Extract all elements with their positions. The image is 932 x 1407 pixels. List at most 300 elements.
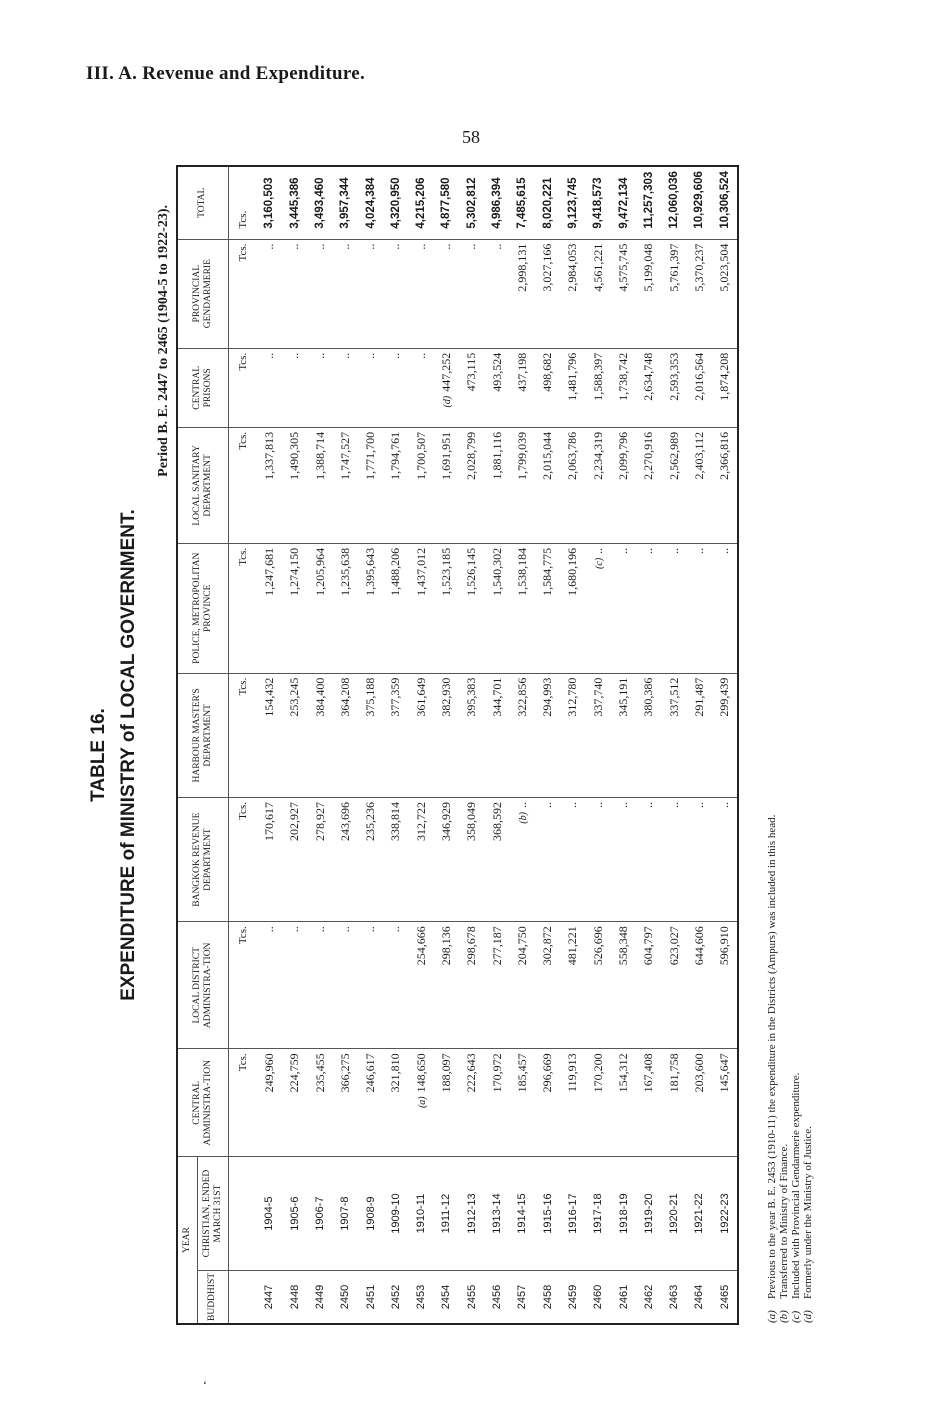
cell-value: 1918-19 [617, 1193, 630, 1234]
cell-local-district [712, 922, 738, 1049]
table-row [662, 166, 687, 1324]
cell-value: 604,797 [641, 926, 656, 966]
table-row [560, 166, 585, 1324]
cell-total [636, 166, 661, 239]
cell-value: 2455 [465, 1284, 478, 1310]
cell-local-district [510, 922, 535, 1049]
footnote [778, 173, 790, 1323]
cell-harbour-master [712, 673, 738, 797]
cell-total [586, 166, 611, 239]
header-local-district: LOCAL DISTRICT ADMINISTRA-TION [177, 922, 228, 1049]
cell-bangkok-revenue [409, 798, 434, 922]
cell-local-district [307, 922, 332, 1049]
cell-value: 1,481,796 [565, 352, 580, 401]
cell-value: 4,320,950 [389, 177, 402, 229]
cell-value: 222,643 [464, 1053, 479, 1093]
cell-value: 2,270,916 [641, 431, 656, 480]
cell-value: 1,488,206 [388, 547, 403, 596]
cell-value: .. [666, 547, 681, 554]
cell-be [535, 1270, 560, 1324]
cell-value: 1909-10 [389, 1193, 402, 1234]
cell-bangkok-revenue [560, 798, 585, 922]
cell-local-sanitary [586, 427, 611, 543]
cell-police-metro [409, 543, 434, 673]
cell-value: 291,487 [691, 677, 706, 717]
cell-be [484, 1270, 509, 1324]
cell-value: 294,993 [540, 677, 555, 717]
cell-ce [383, 1157, 408, 1271]
cell-value: 246,617 [363, 1053, 378, 1093]
cell-ce [662, 1157, 687, 1271]
cell-value: 9,123,745 [566, 177, 579, 229]
cell-local-district [535, 922, 560, 1049]
cell-central-prisons [662, 348, 687, 427]
cell-be [662, 1270, 687, 1324]
cell-value: .. [312, 243, 327, 250]
table-row [409, 166, 434, 1324]
cell-value: 1914-15 [516, 1193, 529, 1234]
table-row [282, 166, 307, 1324]
cell-be [257, 1270, 282, 1324]
cell-value: 380,386 [641, 677, 656, 717]
cell-be [586, 1270, 611, 1324]
cell-value: .. [616, 802, 631, 809]
cell-value: 4,575,745 [616, 243, 631, 292]
cell-central-prisons [484, 348, 509, 427]
cell-value: 1,490,305 [287, 431, 302, 480]
cell-value: 170,617 [261, 802, 276, 842]
cell-local-sanitary [307, 427, 332, 543]
footnote-text: Formerly under the Ministry of Justice. [802, 1126, 814, 1299]
cell-central-prisons [383, 348, 408, 427]
header-central-prisons: CENTRAL PRISONS [177, 348, 228, 427]
cell-value: 1913-14 [491, 1193, 504, 1234]
cell-central-admin [636, 1049, 661, 1157]
cell-value: 185,457 [514, 1053, 529, 1093]
cell-value: 1904-5 [263, 1196, 276, 1231]
cell-value: 188,097 [438, 1053, 453, 1093]
cell-value: 249,960 [261, 1053, 276, 1093]
cell-central-prisons [712, 348, 738, 427]
cell-value: .. [464, 243, 479, 250]
cell-harbour-master [257, 673, 282, 797]
cell-central-admin [484, 1049, 509, 1157]
cell-value: 1,538,184 [514, 547, 529, 596]
cell-value: .. [590, 547, 605, 554]
cell-value: 337,512 [666, 677, 681, 717]
cell-police-metro [712, 543, 738, 673]
table-row [484, 166, 509, 1324]
cell-ce [333, 1157, 358, 1271]
cell-central-admin [459, 1049, 484, 1157]
cell-bangkok-revenue [484, 798, 509, 922]
units-row [228, 166, 257, 1324]
header-harbour-master: HARBOUR MASTER'S DEPARTMENT [177, 673, 228, 797]
cell-value: 346,929 [438, 802, 453, 842]
cell-bangkok-revenue [586, 798, 611, 922]
cell-value: 3,445,386 [288, 177, 301, 229]
cell-local-district [560, 922, 585, 1049]
expenditure-table [176, 165, 739, 1325]
cell-value: 5,199,048 [641, 243, 656, 292]
cell-local-sanitary [560, 427, 585, 543]
cell-be [333, 1270, 358, 1324]
cell-value: 361,649 [413, 677, 428, 717]
cell-local-district [662, 922, 687, 1049]
cell-ce [459, 1157, 484, 1271]
cell-value: 2,234,319 [590, 431, 605, 480]
units-cell: Tcs. [228, 166, 257, 239]
footnote-text: Previous to the year B. E. 2453 (1910-11) the expenditure in the Districts (Ampurs) was included in this head. [766, 814, 778, 1299]
cell-bangkok-revenue [257, 798, 282, 922]
cell-value: .. [565, 802, 580, 809]
cell-police-metro [282, 543, 307, 673]
cell-ce [636, 1157, 661, 1271]
footnote-marker: (d) [441, 395, 453, 408]
cell-value: 321,810 [388, 1053, 403, 1093]
cell-value: .. [514, 802, 529, 809]
cell-local-district [459, 922, 484, 1049]
cell-value: 312,780 [565, 677, 580, 717]
cell-value: 1921-22 [693, 1193, 706, 1234]
units-cell: Tcs. [228, 798, 257, 922]
cell-central-prisons [282, 348, 307, 427]
footnote [766, 173, 778, 1323]
cell-total [307, 166, 332, 239]
cell-local-district [611, 922, 636, 1049]
cell-central-admin [257, 1049, 282, 1157]
cell-bangkok-revenue [687, 798, 712, 922]
table-row [510, 166, 535, 1324]
cell-value: 1,388,714 [312, 431, 327, 480]
cell-harbour-master [687, 673, 712, 797]
cell-value: 1907-8 [339, 1196, 352, 1231]
table-row [307, 166, 332, 1324]
cell-be [560, 1270, 585, 1324]
cell-total [358, 166, 383, 239]
cell-value: 5,023,504 [717, 243, 732, 292]
cell-value: 2452 [389, 1284, 402, 1310]
cell-value: 2,015,044 [540, 431, 555, 480]
cell-value: 2456 [491, 1284, 504, 1310]
cell-provincial-gendarmerie [662, 239, 687, 348]
cell-value: 2459 [566, 1284, 579, 1310]
cell-value: 1,205,964 [312, 547, 327, 596]
cell-police-metro [510, 543, 535, 673]
cell-local-sanitary [535, 427, 560, 543]
cell-central-prisons [333, 348, 358, 427]
cell-local-sanitary [611, 427, 636, 543]
footnote-marker: (b) [517, 812, 529, 824]
cell-ce [586, 1157, 611, 1271]
cell-central-admin [358, 1049, 383, 1157]
cell-local-district [383, 922, 408, 1049]
cell-local-district [409, 922, 434, 1049]
section-title: III. A. Revenue and Expenditure. [86, 63, 365, 84]
cell-local-sanitary [712, 427, 738, 543]
cell-value: 254,666 [413, 926, 428, 966]
cell-be [307, 1270, 332, 1324]
cell-value: .. [641, 547, 656, 554]
cell-value: 1,437,012 [413, 547, 428, 596]
cell-value: .. [438, 243, 453, 250]
cell-value: 1,700,507 [413, 431, 428, 480]
cell-harbour-master [307, 673, 332, 797]
cell-value: 12,060,036 [668, 171, 681, 229]
cell-bangkok-revenue [636, 798, 661, 922]
cell-value: 2447 [263, 1284, 276, 1310]
cell-value: 2,016,564 [691, 352, 706, 401]
cell-bangkok-revenue [383, 798, 408, 922]
cell-ce [510, 1157, 535, 1271]
footnote [802, 173, 814, 1323]
cell-value: 11,257,303 [642, 171, 655, 229]
cell-value: .. [413, 243, 428, 250]
table-row [687, 166, 712, 1324]
cell-be [459, 1270, 484, 1324]
cell-bangkok-revenue [434, 798, 459, 922]
cell-value: 312,722 [413, 802, 428, 842]
cell-ce [358, 1157, 383, 1271]
cell-value: 5,302,812 [465, 177, 478, 229]
footnote [790, 173, 802, 1323]
cell-value: 278,927 [312, 802, 327, 842]
footnote-mark: (d) [802, 1310, 814, 1323]
cell-value: 481,221 [565, 926, 580, 966]
cell-provincial-gendarmerie [510, 239, 535, 348]
cell-value: .. [363, 243, 378, 250]
header-police-metro: POLICE, METROPOLITAN PROVINCE [177, 543, 228, 673]
cell-central-admin [662, 1049, 687, 1157]
cell-value: 1912-13 [465, 1193, 478, 1234]
cell-total [662, 166, 687, 239]
cell-be [712, 1270, 738, 1324]
cell-police-metro [560, 543, 585, 673]
cell-local-district [687, 922, 712, 1049]
header-row-group [177, 166, 197, 1324]
cell-local-sanitary [333, 427, 358, 543]
cell-bangkok-revenue [307, 798, 332, 922]
cell-value: 235,236 [363, 802, 378, 842]
cell-value: .. [287, 926, 302, 933]
cell-value: .. [287, 243, 302, 250]
cell-local-district [434, 922, 459, 1049]
cell-local-sanitary [358, 427, 383, 543]
cell-provincial-gendarmerie [257, 239, 282, 348]
cell-local-district [358, 922, 383, 1049]
cell-bangkok-revenue [459, 798, 484, 922]
cell-value: .. [261, 352, 276, 359]
table-row [535, 166, 560, 1324]
cell-central-admin [282, 1049, 307, 1157]
cell-central-prisons [459, 348, 484, 427]
cell-value: .. [616, 547, 631, 554]
cell-value: 1,337,813 [261, 431, 276, 480]
cell-be [611, 1270, 636, 1324]
units-cell: Tcs. [228, 673, 257, 797]
cell-ce [257, 1157, 282, 1271]
cell-value: .. [413, 352, 428, 359]
cell-value: 2,063,786 [565, 431, 580, 480]
cell-value: 1,588,397 [590, 352, 605, 401]
cell-value: 1,235,638 [337, 547, 352, 596]
cell-value: 10,929,606 [693, 171, 706, 229]
cell-value: .. [691, 547, 706, 554]
cell-provincial-gendarmerie [586, 239, 611, 348]
cell-bangkok-revenue [358, 798, 383, 922]
cell-bangkok-revenue [333, 798, 358, 922]
cell-total [434, 166, 459, 239]
cell-value: 277,187 [489, 926, 504, 966]
cell-value: 4,561,221 [590, 243, 605, 292]
cell-central-admin [434, 1049, 459, 1157]
cell-value: 243,696 [337, 802, 352, 842]
cell-value: .. [388, 243, 403, 250]
cell-value: .. [312, 352, 327, 359]
cell-total [333, 166, 358, 239]
cell-local-district [636, 922, 661, 1049]
footnote-text: Transferred to Ministry of Finance. [778, 1143, 790, 1299]
cell-police-metro [662, 543, 687, 673]
cell-ce [611, 1157, 636, 1271]
cell-central-admin [383, 1049, 408, 1157]
header-total: TOTAL [177, 166, 228, 239]
cell-local-sanitary [383, 427, 408, 543]
cell-harbour-master [636, 673, 661, 797]
cell-value: 1,747,527 [337, 431, 352, 480]
cell-total [459, 166, 484, 239]
cell-local-sanitary [662, 427, 687, 543]
cell-provincial-gendarmerie [358, 239, 383, 348]
cell-value: 2453 [415, 1284, 428, 1310]
cell-total [687, 166, 712, 239]
cell-central-prisons [560, 348, 585, 427]
cell-police-metro [307, 543, 332, 673]
cell-provincial-gendarmerie [434, 239, 459, 348]
cell-value: 299,439 [717, 677, 732, 717]
page-number: 58 [462, 127, 480, 147]
cell-value: 1908-9 [364, 1196, 377, 1231]
cell-ce [712, 1157, 738, 1271]
cell-value: 1910-11 [415, 1193, 428, 1234]
cell-be [434, 1270, 459, 1324]
cell-be [409, 1270, 434, 1324]
cell-bangkok-revenue [712, 798, 738, 922]
cell-value: 302,872 [540, 926, 555, 966]
cell-harbour-master [662, 673, 687, 797]
cell-total [510, 166, 535, 239]
cell-value: .. [489, 243, 504, 250]
cell-central-admin [510, 1049, 535, 1157]
footnote-mark: (c) [790, 1310, 802, 1323]
table-row [459, 166, 484, 1324]
cell-police-metro [636, 543, 661, 673]
cell-value: 145,647 [717, 1053, 732, 1093]
cell-harbour-master [510, 673, 535, 797]
cell-provincial-gendarmerie [484, 239, 509, 348]
cell-provincial-gendarmerie [333, 239, 358, 348]
cell-ce [687, 1157, 712, 1271]
cell-value: 447,252 [438, 352, 453, 392]
cell-value: .. [540, 802, 555, 809]
table-body [228, 166, 738, 1324]
cell-value: 382,930 [438, 677, 453, 717]
footnote-mark: (b) [778, 1310, 790, 1323]
units-cell: Tcs. [228, 239, 257, 348]
units-cell: Tcs. [228, 348, 257, 427]
cell-value: 2450 [339, 1284, 352, 1310]
table-title: EXPENDITURE of MINISTRY of LOCAL GOVERNMENT. [118, 509, 139, 1001]
cell-value: 395,383 [464, 677, 479, 717]
cell-police-metro [484, 543, 509, 673]
header-buddhist: BUDDHIST [197, 1270, 228, 1324]
cell-value: 1906-7 [314, 1196, 326, 1231]
cell-central-prisons [434, 348, 459, 427]
cell-local-sanitary [282, 427, 307, 543]
cell-value: 558,348 [616, 926, 631, 966]
cell-total [257, 166, 282, 239]
cell-central-admin [712, 1049, 738, 1157]
cell-value: .. [261, 243, 276, 250]
units-cell [228, 1157, 257, 1271]
cell-value: 366,275 [337, 1053, 352, 1093]
header-bangkok-revenue: BANGKOK REVENUE DEPARTMENT [177, 798, 228, 922]
cell-harbour-master [535, 673, 560, 797]
cell-value: 1919-20 [642, 1193, 655, 1234]
cell-value: 358,049 [464, 802, 479, 842]
header-central-admin: CENTRAL ADMINISTRA-TION [177, 1049, 228, 1157]
footnote-mark: (a) [766, 1310, 778, 1323]
cell-value: .. [590, 802, 605, 809]
period-label: Period B. E. 2447 to 2465 (1904-5 to 1922-23). [156, 205, 171, 477]
cell-central-prisons [611, 348, 636, 427]
cell-provincial-gendarmerie [712, 239, 738, 348]
cell-central-prisons [358, 348, 383, 427]
cell-harbour-master [560, 673, 585, 797]
cell-police-metro [383, 543, 408, 673]
header-year: YEAR [177, 1157, 197, 1324]
cell-police-metro [358, 543, 383, 673]
cell-provincial-gendarmerie [560, 239, 585, 348]
cell-total [560, 166, 585, 239]
cell-value: 2457 [516, 1284, 529, 1310]
units-cell: Tcs. [228, 922, 257, 1049]
cell-harbour-master [611, 673, 636, 797]
cell-local-district [257, 922, 282, 1049]
cell-value: .. [337, 926, 352, 933]
cell-provincial-gendarmerie [282, 239, 307, 348]
cell-ce [434, 1157, 459, 1271]
cell-value: 3,027,166 [540, 243, 555, 292]
cell-bangkok-revenue [510, 798, 535, 922]
cell-total [535, 166, 560, 239]
cell-be [383, 1270, 408, 1324]
cell-local-sanitary [510, 427, 535, 543]
cell-value: 1,794,761 [388, 431, 403, 480]
units-cell: Tcs. [228, 1049, 257, 1157]
footnote-text: Included with Provincial Gendarmerie expenditure. [790, 1072, 802, 1299]
cell-value: .. [388, 352, 403, 359]
cell-value: 7,485,615 [516, 177, 529, 229]
cell-value: 1,799,039 [514, 431, 529, 480]
cell-value: 253,245 [287, 677, 302, 717]
cell-value: 8,020,221 [541, 177, 554, 229]
cell-value: 526,696 [590, 926, 605, 966]
cell-value: 1,771,700 [363, 431, 378, 480]
cell-central-prisons [307, 348, 332, 427]
cell-central-admin [611, 1049, 636, 1157]
table-row [358, 166, 383, 1324]
